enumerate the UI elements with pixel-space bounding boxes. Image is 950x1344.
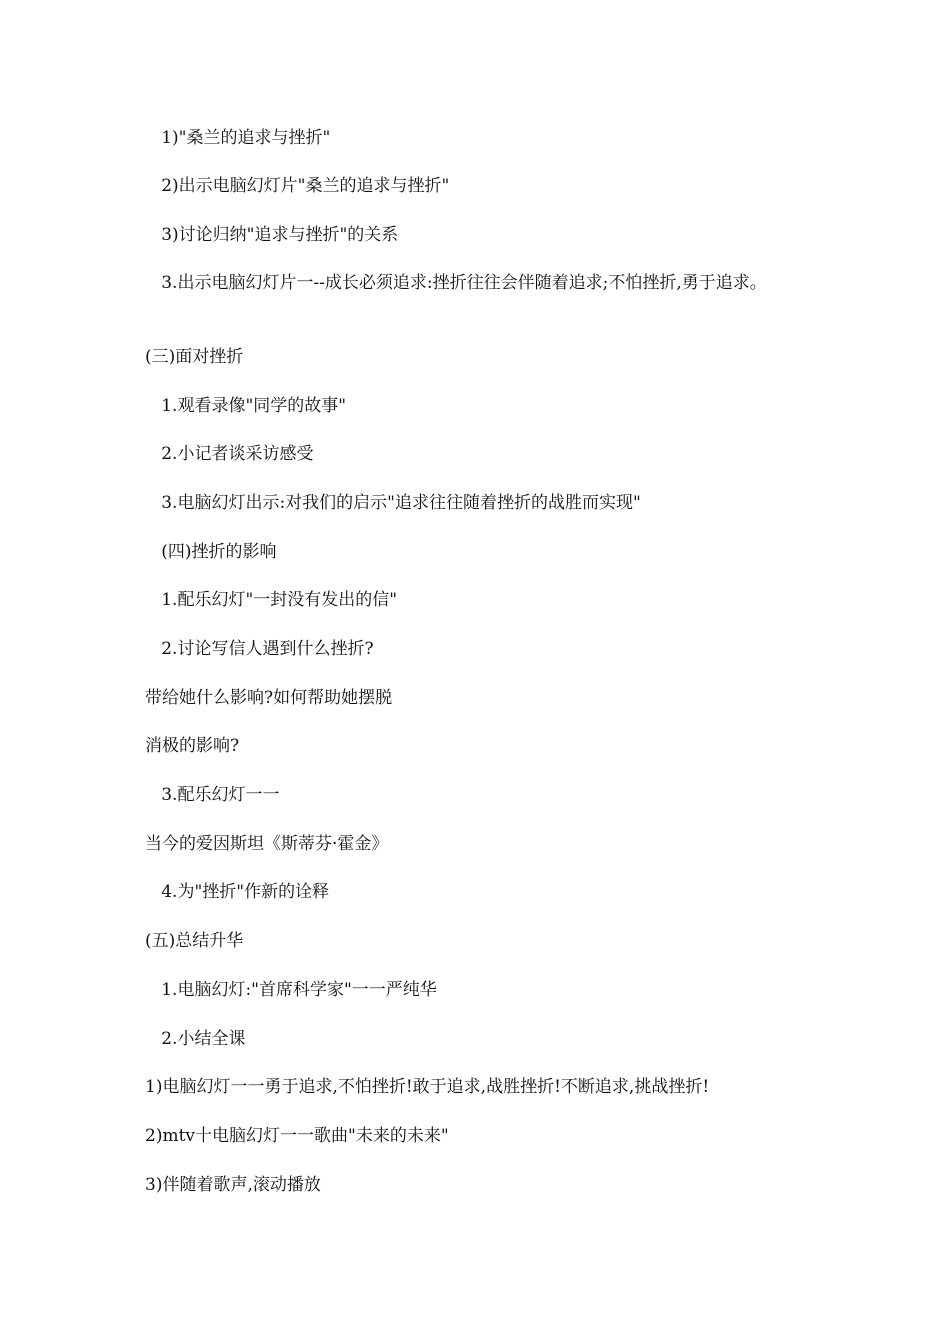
- text-line: 2.讨论写信人遇到什么挫折?: [145, 639, 374, 659]
- text-line: 消极的影响?: [145, 736, 240, 756]
- text-line: 3)讨论归纳"追求与挫折"的关系: [145, 225, 399, 245]
- text-line: 1.电脑幻灯:"首席科学家"一一严纯华: [145, 980, 437, 1000]
- text-line: 带给她什么影响?如何帮助她摆脱: [145, 688, 393, 708]
- text-line: 1)"桑兰的追求与挫折": [145, 128, 331, 148]
- text-paragraph: 3.出示电脑幻灯片一--成长必须追求:挫折往往会伴随着追求;不怕挫折,勇于追求。: [145, 273, 767, 293]
- text-line: 3)伴随着歌声,滚动播放: [145, 1175, 321, 1195]
- section-heading: (五)总结升华: [145, 931, 244, 951]
- text-line: 4.为"挫折"作新的诠释: [145, 882, 330, 902]
- section-heading: (三)面对挫折: [145, 347, 244, 367]
- text-line: 1.观看录像"同学的故事": [145, 396, 347, 416]
- text-line: 1.配乐幻灯"一封没有发出的信": [145, 590, 398, 610]
- text-line: 当今的爱因斯坦《斯蒂芬·霍金》: [145, 834, 389, 854]
- text-line: 2.小记者谈采访感受: [145, 444, 314, 464]
- section-heading: (四)挫折的影响: [145, 542, 277, 562]
- text-line: 1)电脑幻灯一一勇于追求,不怕挫折!敢于追求,战胜挫折!不断追求,挑战挫折!: [145, 1077, 710, 1097]
- text-line: 2)mtv十电脑幻灯一一歌曲"未来的未来": [145, 1126, 449, 1146]
- text-line: 2.小结全课: [145, 1029, 246, 1049]
- text-line: 2)出示电脑幻灯片"桑兰的追求与挫折": [145, 176, 450, 196]
- text-line: 3.电脑幻灯出示:对我们的启示"追求往往随着挫折的战胜而实现": [145, 493, 641, 513]
- text-line: 3.配乐幻灯一一: [145, 785, 280, 805]
